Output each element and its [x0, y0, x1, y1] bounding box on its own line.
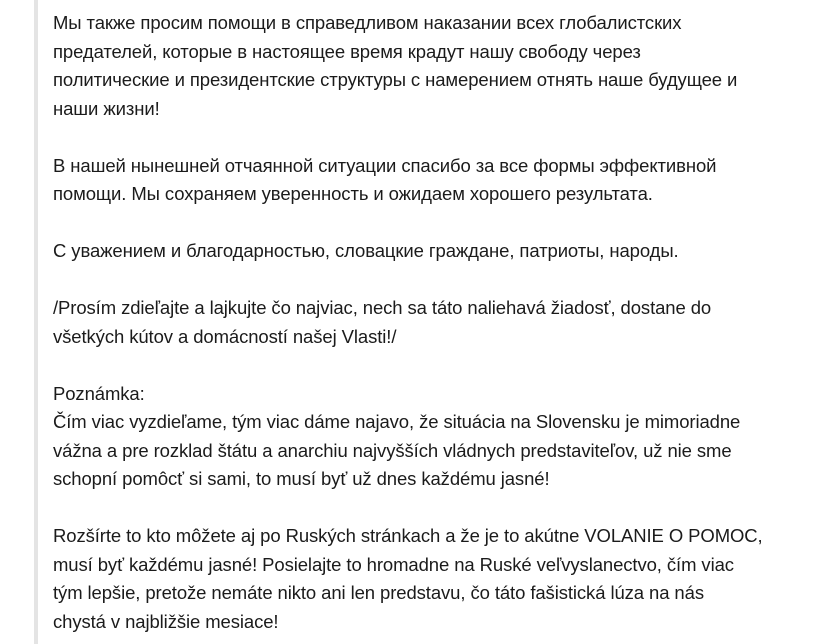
paragraph-share-request: /Prosím zdieľajte a lajkujte čo najviac, nech sa táto naliehavá žiadosť, dostane do všetkých kútov a domácností našej Vlasti!/ — [53, 297, 712, 347]
paragraph-plea: Мы также просим помощи в справедливом наказании всех глобалистских предателей, которые в настоящее время крадут нашу свободу через политические и президентские структуры с намерением отнять наше будущее и наши жизни! — [53, 12, 738, 119]
post-body — [53, 9, 813, 644]
paragraph-signature: С уважением и благодарностью, словацкие граждане, патриоты, народы. — [53, 240, 679, 261]
paragraph-thanks: В нашей нынешней отчаянной ситуации спасибо за все формы эффективной помощи. Мы сохраняем уверенность и ожидаем хорошего результата. — [53, 154, 717, 204]
note-text: Čím viac vyzdieľame, tým viac dáme najavo, že situácia na Slovensku je mimoriadne vážna a pre rozklad štátu a anarchiu najvyšších vládnych predstaviteľov, už nie sme schopní pomôcť si sami, to musí byť už dnes každému jasné! — [53, 411, 741, 489]
quote-bar — [34, 0, 38, 644]
paragraph-closing: Rozšírte to kto môžete aj po Ruských stránkach a že je to akútne VOLANIE O POMOC, musí byť každému jasné! Posielajte to hromadne na Ruské veľvyslanectvo, čím viac tým lepšie, pretože nemáte nikto ani len predstavu, čo táto fašistická lúza na nás chystá v najbližšie mesiace! — [53, 525, 763, 632]
note-label: Poznámka: — [53, 382, 145, 404]
